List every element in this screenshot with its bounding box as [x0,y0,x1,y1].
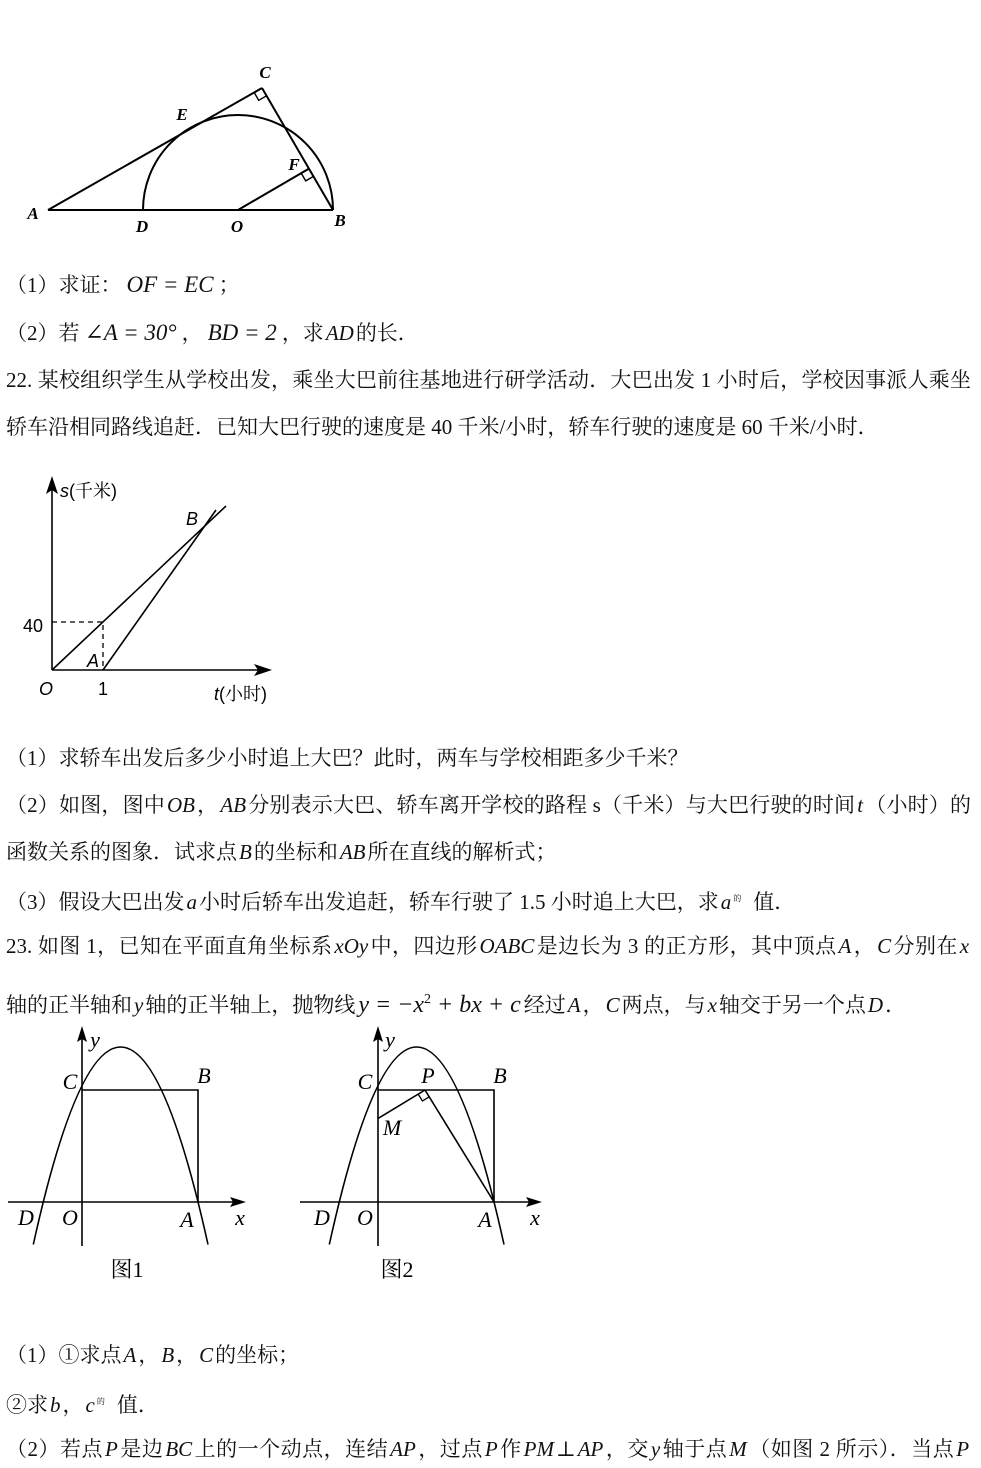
point-label-A: A [478,1207,492,1232]
q23-part2-text-a: （2）若点 [6,1437,103,1461]
q23-stem-x: x [959,934,970,958]
parabola-formula [358,992,520,1018]
x-axis-variable: t [214,684,220,704]
q22-part3-tiny-char: 的 [733,894,742,903]
point-label-B: B [334,211,346,230]
point-label-A: A [180,1207,194,1232]
q23-part1a-C: C [199,1343,214,1367]
q23-stem2-end: ． [885,993,907,1017]
q22-part3 [6,884,795,914]
q23-part1a-comma2: ， [176,1343,198,1367]
point-label-A: A [27,204,39,223]
q22-part3-a-again: a [720,890,732,914]
q23-part1a [6,1340,299,1370]
q23-stem2-text-a: 轴的正半轴和 [6,993,132,1017]
point-label-D: D [18,1205,34,1230]
axis-label-x: x [235,1205,245,1230]
point-label-F: F [288,155,300,174]
q23-part2-text-b: 是边 [119,1437,164,1461]
q21-geometry-figure [0,60,380,245]
q23-stem-comma: ， [853,934,876,958]
q23-part1b-tiny-char: 的 [96,1397,105,1406]
point-label-O: O [230,217,244,236]
q21-part2-label: （2）若 [6,321,80,345]
q23-stem-line1 [6,931,971,961]
q23-part1a-text-b: 的坐标； [215,1343,300,1367]
formula-rest: + bx + c [431,992,521,1018]
q23-part1b-b: b [50,1393,61,1417]
q23-stem2-text-e: 轴交于另一个点 [718,993,866,1017]
point-label-C: C [357,1069,373,1094]
q22-part2-comma: ， [197,793,219,817]
q22-part2-text-e: 的坐标和 [253,840,338,864]
q22-part3-text-b: 小时后轿车出发追赶，轿车行驶了 1.5 小时追上大巴，求 [199,890,719,914]
point-label-B: B [493,1063,507,1088]
q23-stem-A: A [838,934,852,958]
q22-stem-line1: 22. 某校组织学生从学校出发，乘坐大巴前往基地进行研学活动．大巴出发 1 小时后，学校因事派人乘坐 [6,368,971,392]
point-label-D: D [314,1205,330,1230]
point-label-M: M [382,1115,402,1140]
x-tick-label-1: 1 [98,679,109,699]
q23-part1a-text-a: （1）①求点 [6,1343,122,1367]
q23-part1b-end: 值． [116,1393,159,1417]
q23-part1b-comma: ， [62,1393,84,1417]
x-axis-label [214,684,267,704]
formula-exponent: 2 [424,992,432,1007]
q23-part2-PM: PM [523,1437,554,1461]
q23-part1b-c: c [85,1393,95,1417]
q21-part1-label: （1）求证： [6,273,122,297]
q23-part1a-comma1: ， [138,1343,160,1367]
q21-part2-sep: ， [181,321,203,345]
q23-stem-text-d: 分别在 [893,934,958,958]
q21-part2-ad: AD [325,321,354,345]
q23-part2-P: P [105,1437,118,1461]
q23-stem2-C: C [605,993,620,1017]
q23-part2 [6,1434,971,1464]
q22-part2-line2 [6,837,556,867]
point-label-B: B [186,509,199,529]
q23-stem2-comma: ， [582,993,604,1017]
q22-part2-text-b: 分别表示大巴、轿车离开学校的路程 s（千米）与大巴行驶的时间 [248,793,856,817]
q23-figure-1 [0,1020,270,1290]
origin-label: O [39,679,54,699]
q22-part2-text-a: （2）如图，图中 [6,793,165,817]
y-axis-variable: s [60,481,69,501]
point-label-C: C [259,63,271,82]
q23-stem-text-c: 是边长为 3 的正方形，其中顶点 [536,934,837,958]
q22-part2-text-f: 所在直线的解析式； [367,840,557,864]
segment-AP [425,1090,494,1202]
q22-part2-AB-again: AB [339,840,366,864]
q22-part3-a: a [186,890,197,914]
axis-label-x: x [530,1205,540,1230]
q23-part2-text-h: （如图 2 所示）．当点 [748,1437,955,1461]
q22-part3-end: 值． [753,890,796,914]
q21-part1-equation: OF = EC [126,272,214,297]
axis-label-y: y [90,1027,100,1052]
square-sides [82,1090,198,1202]
segment-AC [48,88,262,210]
line-OB [52,506,226,670]
q22-part2-B: B [239,840,252,864]
q23-stem-text-a: 23. 如图 1，已知在平面直角坐标系 [6,934,333,958]
q22-part2-line1 [6,790,971,820]
q23-part2-P-again: P [484,1437,498,1461]
point-label-E: E [176,105,188,124]
q23-stem-xOy: xOy [334,934,369,958]
q21-part2-angle: ∠A = 30° [84,320,177,345]
q23-part2-y: y [650,1437,661,1461]
q21-part1 [6,270,240,300]
q23-part2-BC: BC [165,1437,193,1461]
q21-part2-ask: ，求 [281,321,324,345]
q23-stem2-D: D [867,993,884,1017]
q22-stem-line2: 轿车沿相同路线追赶．已知大巴行驶的速度是 40 千米/小时，轿车行驶的速度是 60 千米/小时． [6,415,879,439]
q23-stem-OABC: OABC [479,934,535,958]
q22-part2-OB: OB [167,793,195,817]
point-label-A: A [87,651,100,671]
q23-part2-perp: ⊥ [555,1437,576,1461]
point-label-P: P [421,1063,435,1088]
point-label-O: O [357,1205,373,1230]
q23-stem2-A: A [567,993,581,1017]
q23-part2-text-e: 作 [499,1437,522,1461]
axis-label-y: y [385,1027,395,1052]
q22-part3-text-a: （3）假设大巴出发 [6,890,185,914]
segment-OF [238,169,309,210]
q23-stem2-text-d: 两点，与 [621,993,706,1017]
q23-stem2-y: y [134,993,144,1017]
q23-part2-P-last: P [956,1437,970,1461]
q21-part1-end: ； [218,273,240,297]
q22-distance-time-graph [0,470,300,710]
y-axis-unit: (千米) [69,481,117,501]
q23-part2-AP: AP [390,1437,416,1461]
q23-part2-M: M [729,1437,747,1461]
point-label-B: B [197,1063,211,1088]
q22-part2-text-d: 函数关系的图象．试求点 [6,840,237,864]
x-axis-unit: (小时) [219,684,268,704]
q23-part1b [6,1387,159,1417]
q22-part1: （1）求轿车出发后多少小时追上大巴？此时，两车与学校相距多少千米？ [6,746,689,770]
q23-stem2-text-b: 轴的正半轴上，抛物线 [145,993,356,1017]
point-label-D: D [135,217,149,236]
q23-part2-text-g: 轴于点 [662,1437,728,1461]
q21-part2-end: 的长． [355,321,419,345]
y-tick-label-40: 40 [23,616,44,636]
q23-part2-text-c: 上的一个动点，连结 [194,1437,389,1461]
q23-stem-text-b: 中，四边形 [370,934,478,958]
line-AB [103,510,216,670]
q23-part2-text-f: ，交 [605,1437,649,1461]
q22-part2-t: t [857,793,864,817]
formula-lhs: y = −x [358,992,425,1018]
q23-stem2-x: x [707,993,717,1017]
q23-part1a-A: A [123,1343,137,1367]
q23-part2-AP-again: AP [577,1437,604,1461]
point-label-O: O [62,1205,78,1230]
q23-part1b-text-a: ②求 [6,1393,48,1417]
q21-part2-bd: BD = 2 [207,320,277,345]
y-axis-label [60,481,117,501]
segment-CB [262,88,333,210]
figure-caption: 图1 [110,1257,144,1282]
q23-part1a-B: B [161,1343,175,1367]
q22-part2-AB: AB [220,793,247,817]
q21-part2 [6,318,419,348]
q23-stem2-text-c: 经过 [523,993,566,1017]
q23-stem-C: C [877,934,892,958]
q23-figure-2 [296,1020,556,1290]
q22-part2-text-c: （小时）的 [865,793,972,817]
q23-part2-text-d: ，过点 [417,1437,483,1461]
q23-stem-line2 [6,985,907,1018]
point-label-C: C [62,1069,78,1094]
figure-caption: 图2 [380,1257,414,1282]
